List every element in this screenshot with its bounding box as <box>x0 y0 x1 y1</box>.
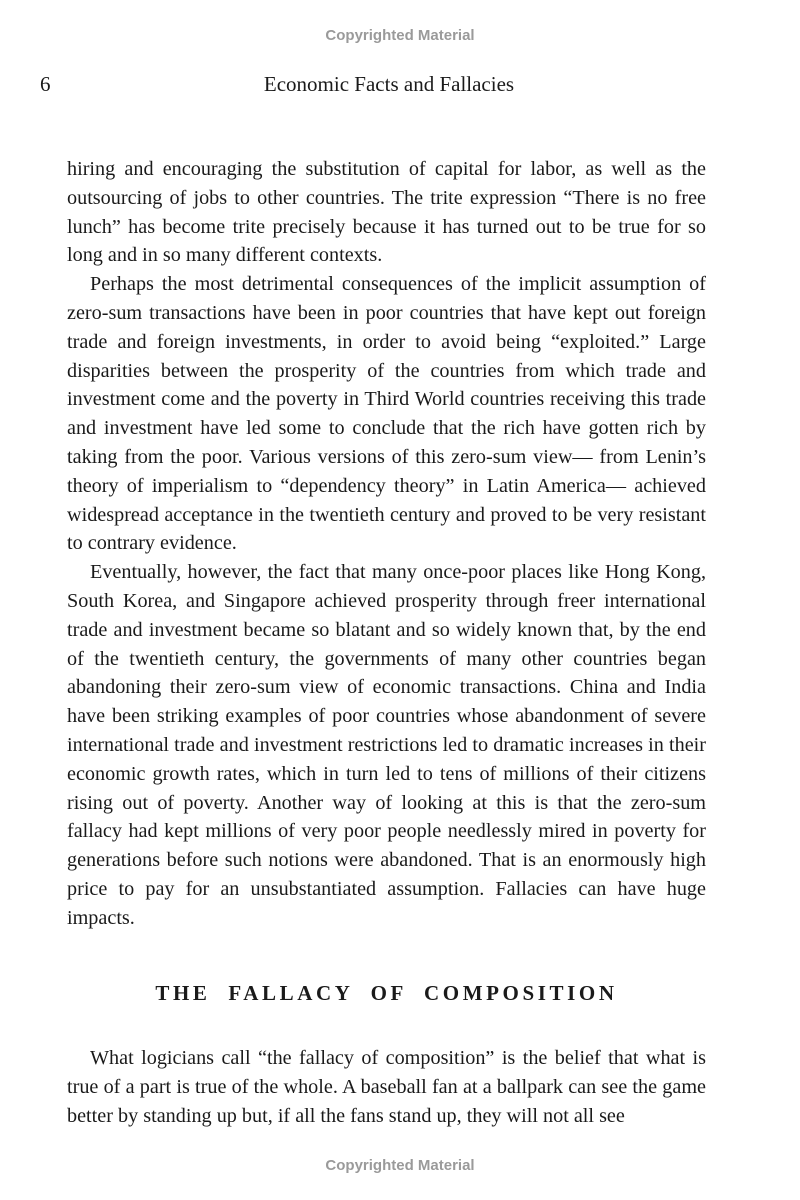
paragraph: Eventually, however, the fact that many once-poor places like Hong Kong, South Korea, and Singapore achieved prosperity through freer international trade and investment became so blatant and so widely known that, by the end of the twentieth century, the governments of many other countries began abandoning their zero-sum view of economic transactions. China and India have been striking examples of poor countries whose abandonment of severe international trade and investment restrictions led to dramatic increases in their economic growth rates, which in turn led to tens of millions of their citizens rising out of poverty. Another way of looking at this is that the zero-sum fallacy had kept millions of very poor people needlessly mired in poverty for generations before such notions were abandoned. That is an enormously high price to pay for an unsubstantiated assumption. Fallacies can have huge impacts. <box>67 561 706 929</box>
running-head <box>0 72 800 98</box>
paragraph: Perhaps the most detrimental consequences of the implicit assumption of zero-sum transactions have been in poor countries that have kept out foreign trade and foreign investments, in order to avoid being “exploited.” Large disparities between the prosperity of the countries from which trade and investment come and the poverty in Third World countries receiving this trade and investment have led some to conclude that the rich have gotten rich by taking from the poor. Various versions of this zero-sum view— from Lenin’s theory of imperialism to “dependency theory” in Latin America— achieved widespread acceptance in the twentieth century and proved to be very resistant to contrary evidence. <box>67 273 706 555</box>
running-title: Economic Facts and Fallacies <box>263 72 515 96</box>
copyright-watermark-top: Copyrighted Material <box>325 27 475 44</box>
section-text <box>67 1044 706 1130</box>
copyright-watermark-bottom: Copyrighted Material <box>325 1157 475 1174</box>
paragraph: What logicians call “the fallacy of composition” is the belief that what is true of a part is true of the whole. A baseball fan at a ballpark can see the game better by standing up but, if all the fans stand up, they will not all see <box>67 1047 706 1127</box>
body-text <box>67 155 706 933</box>
paragraph-continued: hiring and encouraging the substitution of capital for labor, as well as the outsourcing of jobs to other countries. The trite expression “There is no free lunch” has become trite precisely because it has turned out to be true for so long and in so many different contexts. <box>67 158 706 267</box>
page-number: 6 <box>40 72 51 96</box>
section-heading: THE FALLACY OF COMPOSITION <box>155 981 618 1005</box>
